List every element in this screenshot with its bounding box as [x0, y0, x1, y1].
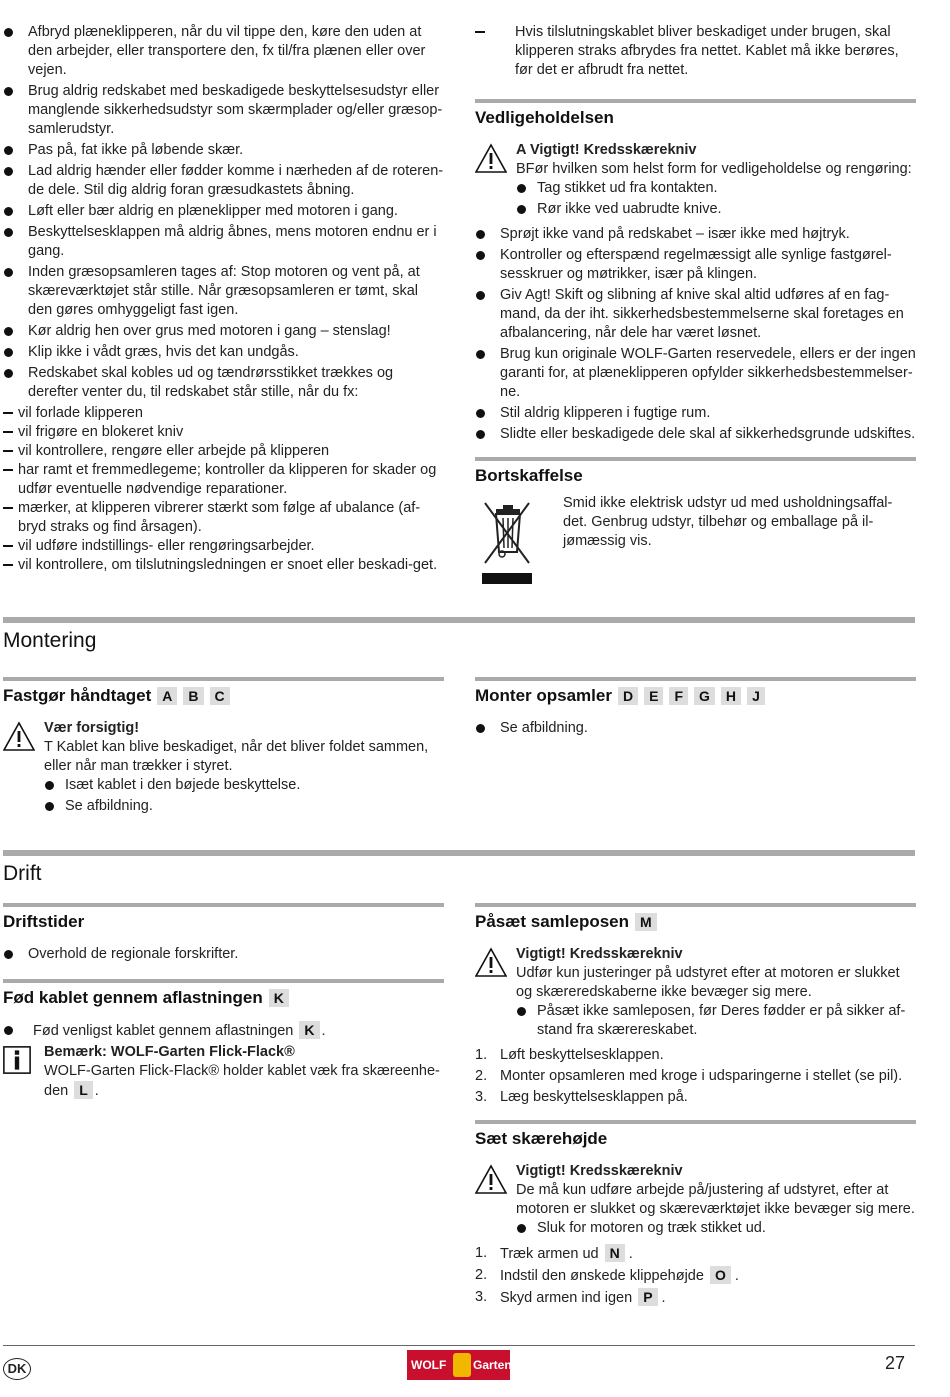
height-section [475, 1120, 916, 1310]
handle-section [3, 677, 444, 822]
maintenance-warning-text: BFør hvilken som helst form for vedligeholdelse og rengøring: [516, 161, 912, 177]
safety-list-left [3, 23, 444, 575]
step-number: 2. [475, 1068, 488, 1084]
disposal-text: Smid ikke elektrisk udstyr ud med usholdningsaffal-det. Genbrug udstyr, tilbehør og emballage på il-jømæssig vis. [563, 495, 893, 549]
info-icon [3, 1045, 31, 1075]
logo-text-left: WOLF [411, 1358, 447, 1372]
step-text: Monter opsamleren med kroge i udsparingerne i stellet (se pil). [500, 1068, 903, 1084]
list-item: Se afbildning. [475, 719, 916, 738]
maintenance-heading: Vedligeholdelsen [475, 99, 916, 129]
bag-steps [475, 1046, 916, 1107]
safety-bullet: Inden græsopsamleren tages af: Stop motoren og vent på, at skæreværktøjet står stille. Når græsopsamleren er tømt, skal den gøres omhyggeligt fast igen. [3, 263, 444, 320]
list-item: Brug kun originale WOLF-Garten reservedele, ellers er der ingen garanti for, at plæneklipperen opfylder sikkerhedsbestemmelser-ne. [475, 345, 916, 402]
safety-bullet: Klip ikke i vådt græs, hvis det kan undgås. [3, 343, 444, 362]
cable-heading: Fød kablet gennem aflastningen K [3, 979, 444, 1009]
times-heading: Driftstider [3, 903, 444, 933]
cable-note-title: Bemærk: WOLF-Garten Flick-Flack® [44, 1044, 295, 1060]
maintenance-warning-bullets [516, 179, 916, 219]
numbered-step [475, 1067, 916, 1086]
collector-section [475, 677, 916, 740]
cable-bullet: Fød venligst kablet gennem aflastningen K . [3, 1021, 444, 1041]
crossed-bin-icon [479, 497, 535, 587]
figure-ref-badge: D [618, 687, 638, 705]
disposal-section [475, 457, 916, 549]
list-item: Giv Agt! Skift og slibning af knive skal altid udføres af en fag-mand, da der iht. sikkerhedsbestemmelserne skal foretages en afbalancering, når dele har været løsnet. [475, 286, 916, 343]
collector-figure-refs [612, 686, 765, 705]
height-warning-text: De må kun udføre arbejde på/justering af udstyret, efter at motoren er slukket og skæreværktøjet ikke bevæger sig mere. [516, 1182, 915, 1217]
step-number: 1. [475, 1245, 488, 1261]
fox-logo-icon [453, 1353, 471, 1377]
safety-bullet: Redskabet skal kobles ud og tændrørsstikket trækkes og derefter venter du, til redskabet står stille, når du fx: [3, 364, 444, 402]
safety-dash-item: mærker, at klipperen vibrerer stærkt som følge af ubalance (af-bryd straks og find årsagen). [3, 499, 444, 537]
cable-section [3, 979, 444, 1107]
safety-bullets [3, 23, 444, 575]
safety-dash-item: har ramt et fremmedlegeme; kontroller da klipperen for skader og udfør eventuelle nødvendige reparationer. [3, 461, 444, 499]
list-item: Slidte eller beskadigede dele skal af sikkerhedsgrunde udskiftes. [475, 425, 916, 444]
list-item: Stil aldrig klipperen i fugtige rum. [475, 404, 916, 423]
height-warning [475, 1162, 916, 1238]
handle-warning-text: T Kablet kan blive beskadiget, når det bliver foldet sammen, eller når man trækker i styret. [44, 739, 429, 774]
safety-bullet: Beskyttelsesklappen må aldrig åbnes, mens motoren endnu er i gang. [3, 223, 444, 261]
safety-bullet: Lad aldrig hænder eller fødder komme i nærheden af de roteren-de dele. Stil dig aldrig foran græsudkastets åbning. [3, 162, 444, 200]
bag-heading: Påsæt samleposen M [475, 903, 916, 933]
list-item: Se afbildning. [44, 797, 444, 816]
figure-ref-badge: P [638, 1288, 657, 1306]
safety-bullet: Kør aldrig hen over grus med motoren i gang – stenslag! [3, 322, 444, 341]
section-title-drift: Drift [3, 850, 915, 886]
figure-ref-badge: M [635, 913, 657, 931]
figure-ref-badge: K [299, 1021, 319, 1039]
list-item: Overhold de regionale forskrifter. [3, 945, 444, 964]
list-item: Isæt kablet i den bøjede beskyttelse. [44, 776, 444, 795]
country-badge: DK [3, 1358, 31, 1380]
figure-ref-badge: L [74, 1081, 93, 1099]
bag-warning-title: Vigtigt! Kredsskærekniv [516, 946, 683, 962]
section-title-montering: Montering [3, 617, 915, 653]
handle-heading: Fastgør håndtaget A B C [3, 677, 444, 707]
warning-triangle-icon [475, 1164, 507, 1194]
figure-ref-badge: J [747, 687, 765, 705]
step-text: Løft beskyttelsesklappen. [500, 1047, 664, 1063]
step-number: 3. [475, 1289, 488, 1305]
handle-warning [3, 719, 444, 816]
step-text: Indstil den ønskede klippehøjde [500, 1268, 704, 1284]
safety-list-right [475, 23, 916, 80]
list-item: Tag stikket ud fra kontakten. [516, 179, 916, 198]
figure-ref-badge: G [694, 687, 715, 705]
list-item: Påsæt ikke samleposen, før Deres fødder er på sikker af-stand fra skærereskabet. [516, 1002, 916, 1040]
list-item: Rør ikke ved uabrudte knive. [516, 200, 916, 219]
wolf-garten-logo [407, 1350, 510, 1380]
height-steps [475, 1244, 916, 1308]
step-number: 2. [475, 1267, 488, 1283]
safety-bullet: Afbryd plæneklipperen, når du vil tippe den, køre den uden at den arbejder, eller transportere den, fx til/fra plænen eller over vejen. [3, 23, 444, 80]
bag-section [475, 903, 916, 1109]
bag-warning [475, 945, 916, 1040]
figure-ref-badge: O [710, 1266, 731, 1284]
figure-ref-badge: N [605, 1244, 625, 1262]
numbered-step: 2. Indstil den ønskede klippehøjde O . [475, 1267, 739, 1284]
figure-ref-badge: C [210, 687, 230, 705]
page-number: 27 [885, 1353, 906, 1373]
warning-triangle-icon [475, 143, 507, 173]
handle-warning-title: Vær forsigtig! [44, 720, 140, 736]
safety-dash-item: vil udføre indstillings- eller rengøringsarbejder. [3, 537, 444, 556]
handle-bullets [44, 776, 444, 816]
bag-warning-bullets [516, 1002, 916, 1040]
height-warning-title: Vigtigt! Kredsskærekniv [516, 1163, 683, 1179]
cable-note-text: WOLF-Garten Flick-Flack® holder kablet væk fra skæreenhe-den L . [44, 1063, 440, 1099]
disposal-heading: Bortskaffelse [475, 457, 916, 487]
warning-triangle-icon [475, 947, 507, 977]
numbered-step [475, 1088, 916, 1107]
safety-dash-item: vil forlade klipperen [3, 404, 444, 423]
logo-text-right: Garten [473, 1358, 512, 1372]
safety-bullet: Løft eller bær aldrig en plæneklipper med motoren i gang. [3, 202, 444, 221]
safety-dash-item: vil frigøre en blokeret kniv [3, 423, 444, 442]
figure-ref-badge: E [644, 687, 663, 705]
bag-warning-text: Udfør kun justeringer på udstyret efter at motoren er slukket og skæreredskaberne ikke bevæger sig mere. [516, 965, 900, 1000]
maintenance-bullets [475, 225, 916, 444]
numbered-step: 1. Træk armen ud N . [475, 1245, 633, 1262]
safety-bullet: Pas på, fat ikke på løbende skær. [3, 141, 444, 160]
handle-figure-refs [151, 686, 229, 705]
step-text: Skyd armen ind igen [500, 1290, 633, 1306]
cable-damage-item: Hvis tilslutningskablet bliver beskadiget under brugen, skal klipperen straks afbrydes fra nettet. Kablet må ikke berøres, før det er afbrudt fra nettet. [475, 23, 916, 80]
collector-heading: Monter opsamler D E F G H J [475, 677, 916, 707]
figure-ref-badge: A [157, 687, 177, 705]
cable-note [3, 1043, 444, 1101]
collector-bullets [475, 719, 916, 738]
height-warning-bullets [516, 1219, 916, 1238]
times-section [3, 903, 444, 966]
step-number: 3. [475, 1089, 488, 1105]
safety-dash-item: vil kontrollere, rengøre eller arbejde på klipperen [3, 442, 444, 461]
maintenance-section [475, 99, 916, 446]
safety-bullet: Brug aldrig redskabet med beskadigede beskyttelsesudstyr eller manglende sikkerhedsudstyr som skærmplader og/eller græsop-samlerudstyr. [3, 82, 444, 139]
step-number: 1. [475, 1047, 488, 1063]
figure-ref-badge: K [269, 989, 289, 1007]
numbered-step [475, 1046, 916, 1065]
figure-ref-badge: B [183, 687, 203, 705]
step-text: Læg beskyttelsesklappen på. [500, 1089, 688, 1105]
figure-ref-badge: H [721, 687, 741, 705]
footer-rule [3, 1345, 915, 1346]
height-heading: Sæt skærehøjde [475, 1120, 916, 1150]
safety-dash-item: vil kontrollere, om tilslutningsledningen er snoet eller beskadi-get. [3, 556, 444, 575]
list-item: Kontroller og efterspænd regelmæssigt alle synlige fastgørel-sesskruer og møtrikker, især på klingen. [475, 246, 916, 284]
list-item: Sluk for motoren og træk stikket ud. [516, 1219, 916, 1238]
figure-ref-badge: F [669, 687, 688, 705]
list-item: Sprøjt ikke vand på redskabet – især ikke med højtryk. [475, 225, 916, 244]
numbered-step: 3. Skyd armen ind igen P . [475, 1289, 666, 1306]
times-bullets [3, 945, 444, 964]
warning-triangle-icon [3, 721, 35, 751]
step-text: Træk armen ud [500, 1246, 599, 1262]
maintenance-warning [475, 141, 916, 219]
maintenance-warning-title: A Vigtigt! Kredsskærekniv [516, 142, 697, 158]
